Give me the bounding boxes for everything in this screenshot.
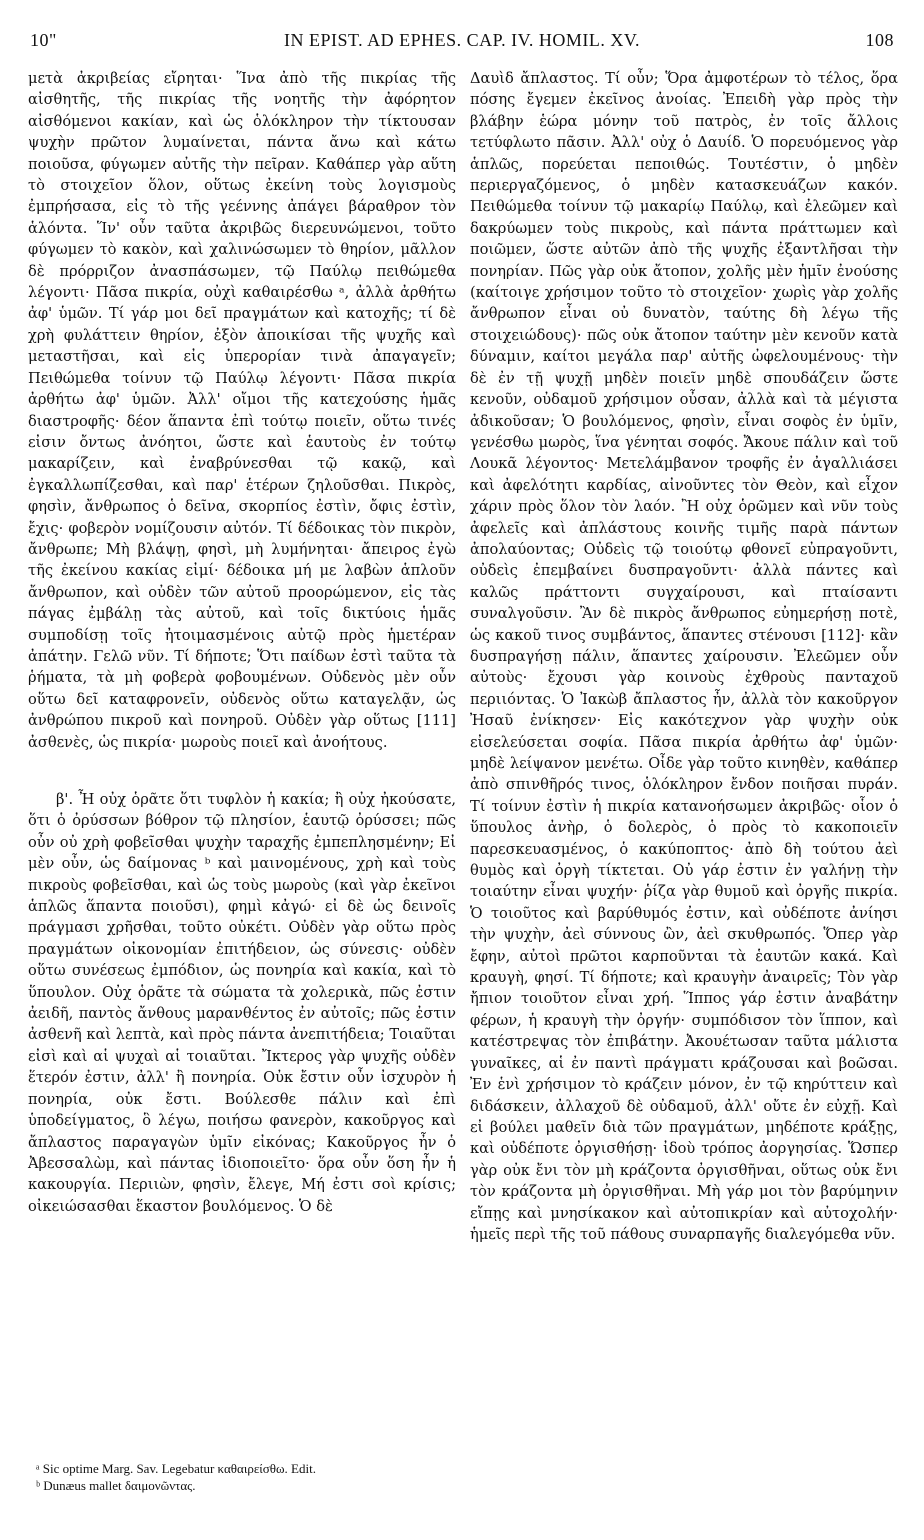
running-header (30, 30, 894, 56)
right-column (470, 68, 898, 1245)
footnotes (36, 1460, 456, 1494)
footnote-a: ᵃ Sic optime Marg. Sav. Legebatur καθαιρείσθω. Edit. (36, 1461, 316, 1476)
running-title: IN EPIST. AD EPHES. CAP. IV. HOMIL. XV. (283, 30, 641, 50)
page-number-right: 108 (865, 30, 894, 50)
left-paragraph-2: β'. Ἦ οὐχ ὁρᾶτε ὅτι τυφλὸν ἡ κακία; ἢ οὐχ ἠκούσατε, ὅτι ὁ ὀρύσσων βόθρον τῷ πλησίον, ἑαυτῷ ὀρύσσει; πῶς οὖν οὐ χρὴ φοβεῖσθαι ψυχὴν ταραχῆς ἐμπεπλησμένην; Εἰ μὲν οὖν, ὡς δαίμονας ᵇ καὶ μαινομένους, χρὴ καὶ τοὺς πικροὺς φοβεῖσθαι, καὶ ὡς τοὺς μωροὺς (καὶ γὰρ ἐκεῖνοι ἁπλῶς ἅπαντα ποιοῦσι), φημὶ κἀγώ· εἰ δὲ ὡς δεινοῖς πράγμασι χρῆσθαι, τοῦτο οὐκέτι. Οὐδὲν γὰρ οὕτω πρὸς πραγμάτων οἰκονομίαν ἐπιτήδειον, ὡς σύνεσις· οὐδὲν οὕτω συνέσεως ἐμπόδιον, ὡς πονηρία καὶ κακία, καὶ τὸ ὕπουλον. Οὐχ ὁρᾶτε τὰ σώματα τὰ χολερικὰ, πῶς ἐστιν ἀειδῆ, παντὸς ἄνθους μαρανθέντος ἐν αὐτοῖς; πῶς ἐστιν ἀσθενῆ καὶ λεπτὰ, καὶ πρὸς πάντα ἀνεπιτήδεια; Τοιαῦται εἰσὶ καὶ αἱ ψυχαὶ αἱ τοιαῦται. Ἴκτερος γὰρ ψυχῆς οὐδὲν ἕτερόν ἐστιν, ἀλλ' ἢ πονηρία. Οὐκ ἔστιν οὖν ἰσχυρὸν ἡ πονηρία, οὐκ ἔστι. Βούλεσθε πάλιν καὶ ἐπὶ ὑποδείγματος, ὃ λέγω, ποιήσω φανερὸν, κακοῦργος καὶ ἄπλαστος παραγαγὼν ὑμῖν εἰκόνας; Κακοῦργος ἦν ὁ Ἀβεσσαλὼμ, καὶ πάντας ἰδιοποιεῖτο· ὅρα οὖν ὅση ἦν ἡ κακουργία. Περιιὼν, φησὶν, ἔλεγε, Μή ἐστι σοὶ κρίσις; οἰκειώσασθαι ἕκαστον βουλόμενος. Ὁ δὲ (28, 791, 456, 1215)
page-number-left: 10" (30, 30, 57, 50)
left-paragraph-1: μετὰ ἀκριβείας εἴρηται· Ἵνα ἀπὸ τῆς πικρίας τῆς αἰσθητῆς, τῆς πικρίας τῆς νοητῆς τὴν ἀφόρητον αἰσθόμενοι κακίαν, καὶ ὡς ὁλόκληρον τὴν τίκτουσαν ψυχὴν πρῶτον λυμαίνεται, πάντα ἄνω καὶ κάτω ποιοῦσα, φύγωμεν αὐτῆς τὴν πεῖραν. Καθάπερ γὰρ αὕτη τὸ στοιχεῖον ὅλον, οὕτως ἐκείνη τοὺς λογισμοὺς ἐμπρήσασα, εἰς τὸ τῆς γεέννης ἀπάγει βάραθρον τὸν ἁλόντα. Ἵν' οὖν ταῦτα ἀκριβῶς διερευνώμενοι, τοῦτο φύγωμεν τὸ κακὸν, καὶ χαλινώσωμεν τὸ θηρίον, μᾶλλον δὲ πρόρριζον ἀνασπάσωμεν, τῷ Παύλῳ πειθώμεθα λέγοντι· Πᾶσα πικρία, οὐχὶ καθαιρέσθω ᵃ, ἀλλὰ ἀρθήτω ἀφ' ὑμῶν. Τί γάρ μοι δεῖ πραγμάτων καὶ κατοχῆς; τί δὲ χρὴ φυλάττειν θηρίον, ἐξὸν ἀποικίσαι τῆς ψυχῆς καὶ μεταστῆσαι, καὶ εἰς ὑπερορίαν τινὰ ἀπαγαγεῖν; Πειθώμεθα τοίνυν τῷ Παύλῳ λέγοντι· Πᾶσα πικρία ἀρθήτω ἀφ' ὑμῶν. Ἀλλ' οἴμοι τῆς κατεχούσης ἡμᾶς διαστροφῆς· δέον ἅπαντα ἐπὶ τούτῳ ποιεῖν, οὕτω τινές εἰσιν ὄντως ἀνόητοι, ὥστε καὶ ἑαυτοὺς ἐν τούτῳ μακαρίζειν, καὶ ἐναβρύνεσθαι τῷ κακῷ, καὶ ἐγκαλλωπίζεσθαι, καὶ παρ' ἑτέρων ζηλοῦσθαι. Πικρὸς, φησὶν, ἄνθρωπος ὁ δεῖνα, σκορπίος ἐστὶν, ὄφις ἐστὶν, ἔχις· φοβερὸν νομίζουσιν αὐτόν. Τί δέδοικας τὸν πικρὸν, ἄνθρωπε; Μὴ βλάψῃ, φησὶ, μὴ λυμήνηται· ἄπειρος ἐγὼ τῆς ἐκείνου κακίας εἰμί· δέδοικα μή με λαβὼν ἁπλοῦν ἄνθρωπον, καὶ οὐδὲν τῶν αὐτοῦ προορώμενον, εἰς τὰς πάγας ἐμβάλῃ τὰς αὐτοῦ, καὶ τοῖς δικτύοις ἡμᾶς συμποδίσῃ τοῖς ἠτοιμασμένοις αὐτῷ πρὸς ἡμετέραν ἀπάτην. Γελῶ νῦν. Τί δήποτε; Ὅτι παίδων ἐστὶ ταῦτα τὰ ῥήματα, τὰ μὴ φοβερὰ φοβουμένων. Οὐδενὸς μὲν οὖν οὕτω δεῖ καταφρονεῖν, οὐδενὸς οὕτω καταγελᾷν, ὡς ἀνθρώπου πικροῦ καὶ πονηροῦ. Οὐδὲν γὰρ οὕτως [111] ἀσθενὲς, ὡς πικρία· μωροὺς ποιεῖ καὶ ἀνοήτους. (28, 70, 456, 751)
left-column (28, 68, 456, 1217)
footnote-b: ᵇ Dunæus mallet δαιμονῶντας. (36, 1478, 196, 1493)
right-paragraph-1: Δαυὶδ ἄπλαστος. Τί οὖν; Ὅρα ἀμφοτέρων τὸ τέλος, ὅρα πόσης ἔγεμεν ἐκεῖνος ἀνοίας. Ἐπειδὴ γὰρ πρὸς τὴν βλάβην ἑώρα μόνην τοῦ πατρὸς, ἐν τοῖς ἄλλοις τετύφλωτο πᾶσιν. Ἀλλ' οὐχ ὁ Δαυίδ. Ὁ πορευόμενος γὰρ ἁπλῶς, πορεύεται πεποιθώς. Τουτέστιν, ὁ μηδὲν περιεργαζόμενος, ὁ μηδὲν κατασκευάζων κακόν. Πειθώμεθα τοίνυν τῷ μακαρίῳ Παύλῳ, καὶ ἐλεῶμεν καὶ δακρύωμεν τοὺς πικροὺς, καὶ πάντα πράττωμεν καὶ ποιῶμεν, ὥστε αὐτῶν ἀπὸ τῆς ψυχῆς ἐξαντλῆσαι τὴν πονηρίαν. Πῶς γὰρ οὐκ ἄτοπον, χολῆς μὲν ἡμῖν ἐνούσης (καίτοιγε χρήσιμον τοῦτο τὸ στοιχεῖον· χωρὶς γὰρ χολῆς ἄνθρωπον εἶναι οὐ δυνατὸν, ταύτης δὴ λέγω τῆς στοιχειώδους)· πῶς οὐκ ἄτοπον ταύτην μὲν κενοῦν κατὰ δύναμιν, καίτοι μεγάλα παρ' αὐτῆς ὠφελουμένους· τὴν δὲ ἐν τῇ ψυχῇ μηδὲν ποιεῖν μηδὲ σπουδάζειν ὥστε κενοῦν, οὐδαμοῦ χρήσιμον οὖσαν, ἀλλὰ καὶ τὰ μέγιστα ἀδικοῦσαν; Ὁ βουλόμενος, φησὶν, εἶναι σοφὸς ἐν ὑμῖν, γενέσθω μωρὸς, ἵνα γένηται σοφός. Ἄκουε πάλιν καὶ τοῦ Λουκᾶ λέγοντος· Μετελάμβανον τροφῆς ἐν ἀγαλλιάσει καὶ ἀφελότητι καρδίας, αἰνοῦντες τὸν Θεὸν, καὶ εἶχον χάριν πρὸς ὅλον τὸν λαόν. Ἢ οὐχ ὁρῶμεν καὶ νῦν τοὺς ἀφελεῖς καὶ ἀπλάστους κοινῆς τιμῆς παρὰ πάντων ἀπολαύοντας; Οὐδεὶς τῷ τοιούτῳ φθονεῖ εὐπραγοῦντι, οὐδεὶς ἐπεμβαίνει δυσπραγοῦντι· ἀλλὰ πάντες καὶ καλῶς πράττοντι συγχαίρουσι, καὶ πταίσαντι συναλγοῦσιν. Ἂν δὲ πικρὸς ἄνθρωπος εὐημερήσῃ ποτὲ, ὡς κακοῦ τινος συμβάντος, ἅπαντες στένουσι [112]· κἂν δυσπραγήσῃ πάλιν, ἅπαντες χαίρουσιν. Ἐλεῶμεν οὖν αὐτοὺς· ἔχουσι γὰρ κοινοὺς ἐχθροὺς πανταχοῦ περιιόντας. Ὁ Ἰακὼβ ἄπλαστος ἦν, ἀλλὰ τὸν κακοῦργον Ἠσαῦ ἐνίκησεν· Εἰς κακότεχνον γὰρ ψυχὴν οὐκ εἰσελεύσεται σοφία. Πᾶσα πικρία ἀρθήτω ἀφ' ὑμῶν· μηδὲ λείψανον μενέτω. Οἶδε γὰρ τοῦτο κινηθὲν, καθάπερ ἀπὸ σπινθῆρός τινος, ὁλόκληρον ἔνδον ποιῆσαι πυράν. Τί τοίνυν ἐστὶν ἡ πικρία κατανοήσωμεν ἀκριβῶς· οἷον ὁ ὕπουλος ἀνὴρ, ὁ δολερὸς, ὁ πρὸς τὸ κακοποιεῖν παρεσκευασμένος, ὁ κακύποπτος· ἀπὸ δὴ τούτου ἀεὶ θυμὸς καὶ ὀργὴ τίκτεται. Οὐ γάρ ἐστιν ἐν γαλήνῃ τὴν τοιαύτην εἶναι ψυχήν· ῥίζα γὰρ θυμοῦ καὶ ὀργῆς πικρία. Ὁ τοιοῦτος καὶ βαρύθυμός ἐστιν, καὶ οὐδέποτε ἀνίησι τὴν ψυχὴν, ἀεὶ σύννους ὢν, ἀεὶ σκυθρωπός. Ὅπερ γὰρ ἔφην, αὐτοὶ πρῶτοι καρποῦνται τὰ ἑαυτῶν κακά. Καὶ κραυγὴ, φησί. Τί δήποτε; καὶ κραυγὴν ἀναιρεῖς; Τὸν γὰρ ἤπιον τοιοῦτον εἶναι χρή. Ἵππος γάρ ἐστιν ἀναβάτην φέρων, ἡ κραυγὴ τὴν ὀργήν· συμπόδισον τὸν ἵππον, καὶ κατέστρεψας τὸν ἐπιβάτην. Ἀκουέτωσαν ταῦτα μάλιστα γυναῖκες, αἱ ἐν παντὶ πράγματι κράζουσαι καὶ βοῶσαι. Ἐν ἑνὶ χρήσιμον τὸ κράζειν μόνον, ἐν τῷ κηρύττειν καὶ διδάσκειν, ἀλλαχοῦ δὲ οὐδαμοῦ, ἀλλ' οὔτε ἐν εὐχῇ. Καὶ εἰ βούλει μαθεῖν διὰ τῶν πραγμάτων, μηδέποτε κράξῃς, καὶ οὐδέποτε ὀργισθήσῃ· ἰδοὺ τρόπος ἀοργησίας. Ὥσπερ γὰρ οὐκ ἔνι τὸν μὴ κράζοντα ὀργισθῆναι, οὕτως οὐκ ἔνι τὸν κράζοντα μὴ ὀργισθῆναι. Μὴ γάρ μοι τὸν βαρύμηνιν εἴπῃς καὶ μνησίκακον καὶ αὐτοπικρίαν καὶ αὐτοχολήν· ἡμεῖς περὶ τῆς τοῦ πάθους συναρπαγῆς διαλεγόμεθα νῦν. (470, 70, 898, 1243)
